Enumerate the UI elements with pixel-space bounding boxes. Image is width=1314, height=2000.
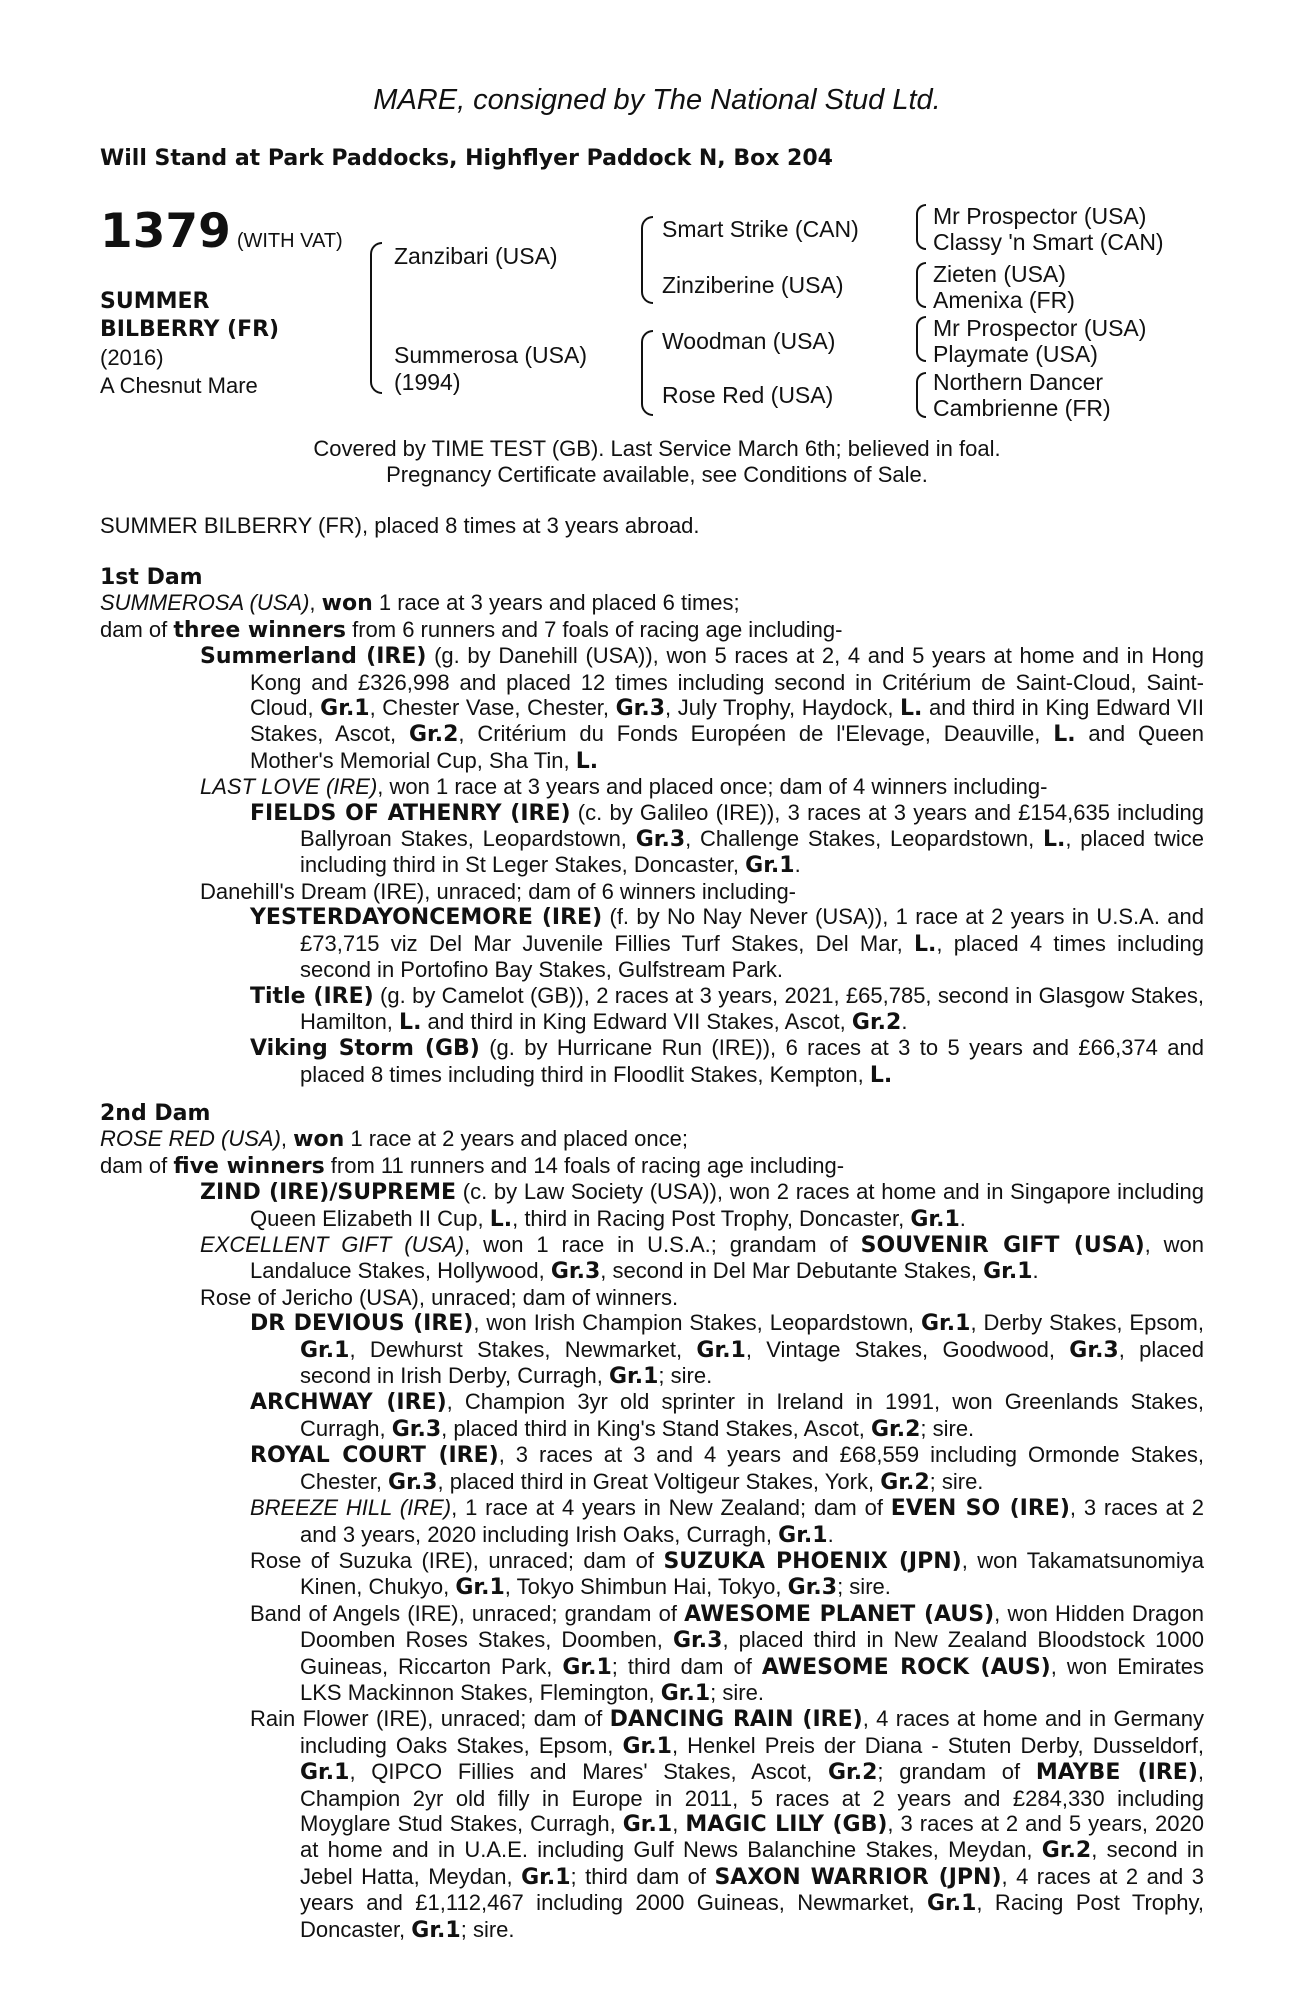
- pedigree-sire-dam: Zinziberine (USA): [662, 272, 844, 298]
- first-dam-record: SUMMEROSA (USA), won 1 race at 3 years and placed 6 times;: [100, 590, 740, 617]
- covered-line-2: Pregnancy Certificate available, see Conditions of Sale.: [386, 462, 928, 487]
- lot-number-block: [100, 204, 343, 259]
- pedigree-g2: Classy 'n Smart (CAN): [933, 229, 1164, 255]
- horse-info: [100, 288, 340, 400]
- first-dam-section: [100, 565, 1204, 1088]
- second-dam-heading: 2nd Dam: [100, 1101, 211, 1126]
- horse-name-line2: BILBERRY (FR): [100, 317, 280, 342]
- produce-entry: Rain Flower (IRE), unraced; dam of DANCING RAIN (IRE), 4 races at home and in Germany including Oaks Stakes, Epsom, Gr.1, Henkel Preis der Diana - Stuten Derby, Dusseldorf, Gr.1, QIPCO Fillies and Mares' Stakes, Ascot, Gr.2; grandam of MAYBE (IRE), Champion 2yr old filly in Europe in 2011, 5 races at 2 years and £284,330 including Moyglare Stud Stakes, Curragh, Gr.1, MAGIC LILY (GB), 3 races at 2 and 5 years, 2020 at home and in U.A.E. including Gulf News Balanchine Stakes, Meydan, Gr.2, second in Jebel Hatta, Meydan, Gr.1; third dam of SAXON WARRIOR (JPN), 4 races at 2 and 3 years and £1,112,467 including 2000 Guineas, Newmarket, Gr.1, Racing Post Trophy, Doncaster, Gr.1; sire.: [250, 1706, 1204, 1943]
- pedigree-sire: Zanzibari (USA): [394, 243, 558, 269]
- pedigree-dam-dam: Rose Red (USA): [662, 382, 834, 408]
- pedigree-g5: Mr Prospector (USA): [933, 315, 1147, 341]
- pedigree-g8: Cambrienne (FR): [933, 395, 1111, 421]
- pedigree-brace-1: [370, 242, 382, 394]
- produce-entry: EXCELLENT GIFT (USA), won 1 race in U.S.A.; grandam of SOUVENIR GIFT (USA), won Landaluce Stakes, Hollywood, Gr.3, second in Del Mar Debutante Stakes, Gr.1.: [200, 1232, 1205, 1285]
- pedigree-brace-3d: [916, 372, 926, 418]
- produce-entry: DR DEVIOUS (IRE), won Irish Champion Stakes, Leopardstown, Gr.1, Derby Stakes, Epsom, Gr.1, Dewhurst Stakes, Newmarket, Gr.1, Vintage Stakes, Goodwood, Gr.3, placed second in Irish Derby, Curragh, Gr.1; sire.: [250, 1310, 1204, 1390]
- horse-name-line1: SUMMER: [100, 289, 210, 314]
- pedigree-g6: Playmate (USA): [933, 341, 1098, 367]
- race-summary: SUMMER BILBERRY (FR), placed 8 times at 3 years abroad.: [100, 513, 700, 538]
- produce-entry: Summerland (IRE) (g. by Danehill (USA)), won 5 races at 2, 4 and 5 years at home and in Hong Kong and £326,998 and placed 12 times including second in Critérium de Saint-Cloud, Saint-Cloud, Gr.1, Chester Vase, Chester, Gr.3, July Trophy, Haydock, L. and third in King Edward VII Stakes, Ascot, Gr.2, Critérium du Fonds Européen de l'Elevage, Deauville, L. and Queen Mother's Memorial Cup, Sha Tin, L.: [200, 643, 1204, 774]
- pedigree-g4: Amenixa (FR): [933, 287, 1075, 313]
- first-dam-heading: 1st Dam: [100, 565, 203, 590]
- covered-note: [0, 436, 1314, 488]
- covered-line-1: Covered by TIME TEST (GB). Last Service March 6th; believed in foal.: [313, 436, 1001, 461]
- pedigree-g3: Zieten (USA): [933, 261, 1066, 287]
- second-dam-section: [100, 1101, 1204, 1943]
- produce-entry: YESTERDAYONCEMORE (IRE) (f. by No Nay Never (USA)), 1 race at 2 years in U.S.A. and £73,715 viz Del Mar Juvenile Fillies Turf Stakes, Del Mar, L., placed 4 times including second in Portofino Bay Stakes, Gulfstream Park.: [250, 904, 1204, 983]
- pedigree-brace-2a: [641, 216, 653, 304]
- produce-entry: Title (IRE) (g. by Camelot (GB)), 2 races at 3 years, 2021, £65,785, second in Glasgow Stakes, Hamilton, L. and third in King Edward VII Stakes, Ascot, Gr.2.: [250, 982, 1204, 1035]
- pedigree-brace-2b: [641, 330, 653, 416]
- produce-entry: Band of Angels (IRE), unraced; grandam of AWESOME PLANET (AUS), won Hidden Dragon Doomben Roses Stakes, Doomben, Gr.3, placed third in New Zealand Bloodstock 1000 Guineas, Riccarton Park, Gr.1; third dam of AWESOME ROCK (AUS), won Emirates LKS Mackinnon Stakes, Flemington, Gr.1; sire.: [250, 1600, 1205, 1706]
- second-dam-produce: dam of five winners from 11 runners and 14 foals of racing age including-: [100, 1152, 845, 1179]
- pedigree-g1: Mr Prospector (USA): [933, 203, 1147, 229]
- pedigree-brace-3a: [916, 204, 926, 250]
- produce-entry: ZIND (IRE)/SUPREME (c. by Law Society (USA)), won 2 races at home and in Singapore including Queen Elizabeth II Cup, L., third in Racing Post Trophy, Doncaster, Gr.1.: [200, 1179, 1204, 1232]
- produce-entry: Rose of Jericho (USA), unraced; dam of winners.: [200, 1284, 679, 1310]
- horse-description: A Chesnut Mare: [100, 373, 258, 398]
- horse-year: (2016): [100, 345, 164, 370]
- consignor-line: MARE, consigned by The National Stud Ltd.: [373, 84, 941, 116]
- lot-number: 1379: [100, 204, 231, 259]
- pedigree-sire-sire: Smart Strike (CAN): [662, 216, 859, 242]
- pedigree-dam-year: (1994): [394, 369, 461, 395]
- pedigree-brace-3c: [916, 316, 926, 362]
- produce-entry: Viking Storm (GB) (g. by Hurricane Run (IRE)), 6 races at 3 to 5 years and £66,374 and placed 8 times including third in Floodlit Stakes, Kempton, L.: [250, 1035, 1204, 1088]
- pedigree-g7: Northern Dancer: [933, 369, 1104, 395]
- produce-entry: ARCHWAY (IRE), Champion 3yr old sprinter in Ireland in 1991, won Greenlands Stakes, Curragh, Gr.3, placed third in King's Stand Stakes, Ascot, Gr.2; sire.: [250, 1389, 1205, 1442]
- produce-entry: FIELDS OF ATHENRY (IRE) (c. by Galileo (IRE)), 3 races at 3 years and £154,635 including Ballyroan Stakes, Leopardstown, Gr.3, Challenge Stakes, Leopardstown, L., placed twice including third in St Leger Stakes, Doncaster, Gr.1.: [250, 799, 1204, 879]
- second-dam-record: ROSE RED (USA), won 1 race at 2 years and placed once;: [100, 1126, 688, 1153]
- produce-entry: Rose of Suzuka (IRE), unraced; dam of SUZUKA PHOENIX (JPN), won Takamatsunomiya Kinen, Chukyo, Gr.1, Tokyo Shimbun Hai, Tokyo, Gr.3; sire.: [250, 1547, 1204, 1601]
- pedigree-dam: Summerosa (USA): [394, 342, 587, 368]
- produce-entry: LAST LOVE (IRE), won 1 race at 3 years and placed once; dam of 4 winners including-: [200, 774, 1048, 800]
- pedigree-dam-sire: Woodman (USA): [662, 328, 836, 354]
- vat-note: (WITH VAT): [236, 230, 343, 252]
- produce-entry: Danehill's Dream (IRE), unraced; dam of 6 winners including-: [200, 878, 797, 904]
- stand-location: Will Stand at Park Paddocks, Highflyer Paddock N, Box 204: [100, 146, 833, 171]
- produce-entry: ROYAL COURT (IRE), 3 races at 3 and 4 years and £68,559 including Ormonde Stakes, Chester, Gr.3, placed third in Great Voltigeur Stakes, York, Gr.2; sire.: [250, 1442, 1204, 1495]
- produce-entry: BREEZE HILL (IRE), 1 race at 4 years in New Zealand; dam of EVEN SO (IRE), 3 races at 2 and 3 years, 2020 including Irish Oaks, Curragh, Gr.1.: [250, 1495, 1204, 1548]
- pedigree-brace-3b: [916, 262, 926, 308]
- first-dam-produce: dam of three winners from 6 runners and 7 foals of racing age including-: [100, 616, 843, 643]
